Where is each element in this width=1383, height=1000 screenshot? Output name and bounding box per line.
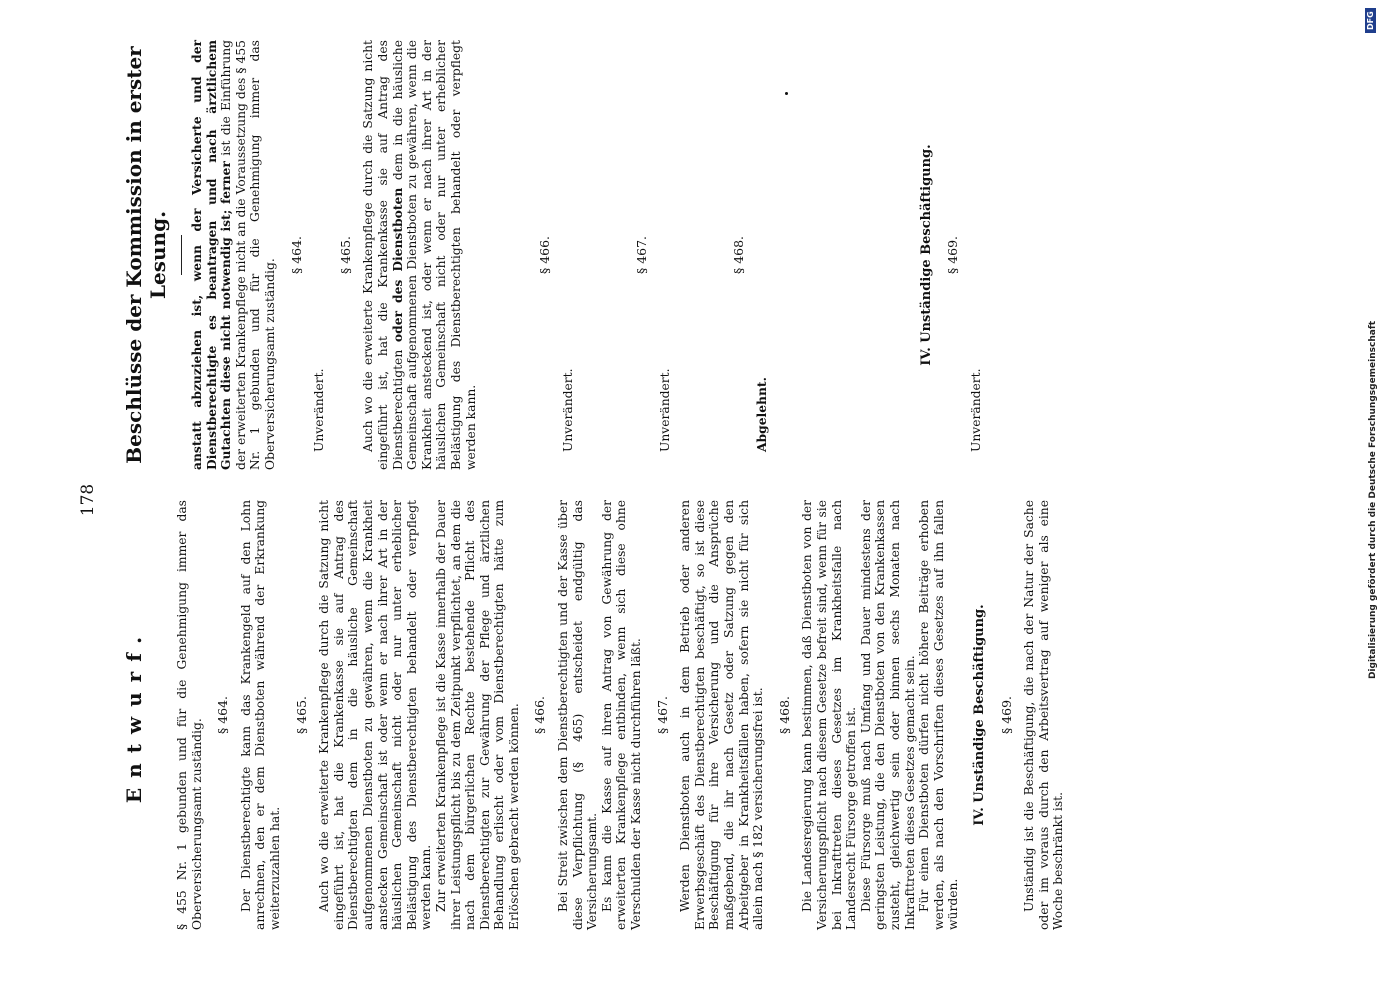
speck-mark [785,92,788,95]
right-section-465-label: § 465. [337,235,353,275]
left-section-468-label: § 468. [776,695,792,735]
left-section-468-paragraph: Für einen Dienstboten dürfen nicht höhere Beiträge erhoben werden, als nach den Vorschriften dieses Gesetzes auf ihn fallen würden. [917,500,961,930]
right-intro [190,40,278,470]
left-column [175,500,1066,930]
left-section-465-label: § 465. [293,695,309,735]
left-section-466-paragraph: Es kann die Kasse auf ihren Antrag von Gewährung der erweiterten Krankenpflege entbinden, wenn sich diese ohne Verschulden der Kasse nicht durchführen läßt. [599,500,644,930]
left-section-466-paragraph: Bei Streit zwischen dem Dienstberechtigten und der Kasse über diese Verpflichtung (§ 465) entscheidet endgültig das Versicherungsamt. [556,500,600,930]
left-section-465-paragraph: Zur erweiterten Krankenpflege ist die Kasse innerhalb der Dauer ihrer Leistungspflicht bis zu dem Zeitpunkt verpflichtet, an dem die nach dem bürgerlichen Rechte bestehende Pflicht des Dienstberechtigten zur Gewährung der Pflege und ärztlichen Behandlung erlischt oder vom Dienstberechtigten hätte zum Erlöschen gebracht werden können. [433,500,521,930]
page-number: 178 [78,483,98,517]
dfg-logo: DFG [1365,8,1376,33]
left-section-466-label: § 466. [532,695,548,735]
right-section-469-label: § 469. [945,235,961,275]
right-intro-rest: ist die Einführung der erweiterten Krankenpflege nicht an die Voraussetzung des § 455 Nr. 1 gebunden und für die Genehmigung immer das Oberversicherungsamt zuständig. [219,40,277,470]
left-intro: § 455 Nr. 1 gebunden und für die Genehmigung immer das Oberversicherungsamt zuständig. [175,500,204,930]
right-section-465-text [361,40,478,470]
right-section-468-label: § 468. [731,235,747,275]
right-section-466-unchanged: Unverändert. [560,368,575,452]
left-section-467-text: Werden Dienstboten auch in dem Betrieb oder anderen Erwerbsgeschäft des Dienstberechtigten beschäftigt, so ist diese Beschäftigung für ihre Versicherung und die Ansprüche maßgebend, die ihr nach Gesetz oder Satzung gegen den Arbeitgeber in Krankheitsfällen haben, sofern sie nicht für sich allein nach § 182 versicherungsfrei ist. [678,500,766,930]
right-section-465-part: dem in die häusliche Gemeinschaft aufgenommenen Dienstboten zu gewähren, wenn die Krankheit ansteckend ist, oder wenn er nach ihrer Art in der häuslichen Gemeinschaft nicht oder nur unter erheblicher Belästigung des Dienstberechtigten behandelt oder verpflegt werden kann. [390,40,478,470]
right-section-467-unchanged: Unverändert. [657,368,672,452]
left-section-469-label: § 469. [998,695,1014,735]
right-intro-bold: anstatt abzuziehen ist, wenn der Versicherte und der Dienstberechtigte es beantragen und nach ärztlichem Gutachten diese nicht notwendig ist; ferner [189,40,234,470]
right-section-469-unchanged: Unverändert. [968,368,983,452]
right-section-465-part: Auch wo die erweiterte Krankenpflege durch die Satzung nicht eingeführt ist, hat die Krankenkasse sie auf Antrag des Dienstberechtigten [361,40,405,470]
right-section-465-bold: oder des Dienstboten [389,187,405,343]
left-section-468-paragraph: Diese Fürsorge muß nach Umfang und Dauer mindestens der geringsten Leistung, die den Dienstboten von den Krankenkassen zusteht, gleichwertig sein oder binnen sechs Monaten nach Inkrafttreten dieses Gesetzes gemacht sein. [858,500,917,930]
left-section-469-text: Unständig ist die Beschäftigung, die nach der Natur der Sache oder im voraus durch den Arbeitsvertrag auf weniger als eine Woche beschränkt ist. [1022,500,1066,930]
right-section-464-unchanged: Unverändert. [312,368,327,452]
right-section-468-rejected: Abgelehnt. [754,377,770,452]
left-section-465-paragraph: Auch wo die erweiterte Krankenpflege durch die Satzung nicht eingeführt ist, hat die Krankenkasse sie auf Antrag des Dienstberechtigten dem in die häusliche Gemeinschaft aufgenommenen Dienstboten zu gewähren, wenn die Krankheit anstecken Gemeinschaft ist oder wenn er nach ihrer Art in der häuslichen Gemeinschaft nicht oder nur unter erheblicher Belästigung des Dienstberechtigten behandelt oder verpflegt werden kann. [317,500,434,930]
title-rule [181,235,182,275]
right-section-466-label: § 466. [537,235,553,275]
digitization-note: Digitalisierung gefördert durch die Deutsche Forschungsgemeinschaft [1368,320,1378,680]
left-section-464-text: Der Dienstberechtigte kann das Krankengeld auf den Lohn anrechnen, den er dem Dienstboten während der Erkrankung weiterzuzahlen hat. [238,500,282,930]
right-column-title: Beschlüsse der Kommission in erster Lesung. [122,46,170,464]
left-section-464-label: § 464. [215,695,231,735]
left-part-iv-heading: IV. Unständige Beschäftigung. [971,604,987,826]
right-section-467-label: § 467. [634,235,650,275]
left-section-467-label: § 467. [654,695,670,735]
right-column [175,40,983,470]
right-section-464-label: § 464. [288,235,304,275]
left-column-title: Entwurf. [122,626,146,804]
right-part-iv-heading: IV. Unständige Beschäftigung. [918,144,934,366]
left-section-468-paragraph: Die Landesregierung kann bestimmen, daß Dienstboten von der Versicherungspflicht nach diesem Gesetze befreit sind, wenn für sie bei Inkrafttreten dieses Gesetzes im Krankheitsfalle nach Landesrecht Fürsorge getroffen ist. [800,500,859,930]
